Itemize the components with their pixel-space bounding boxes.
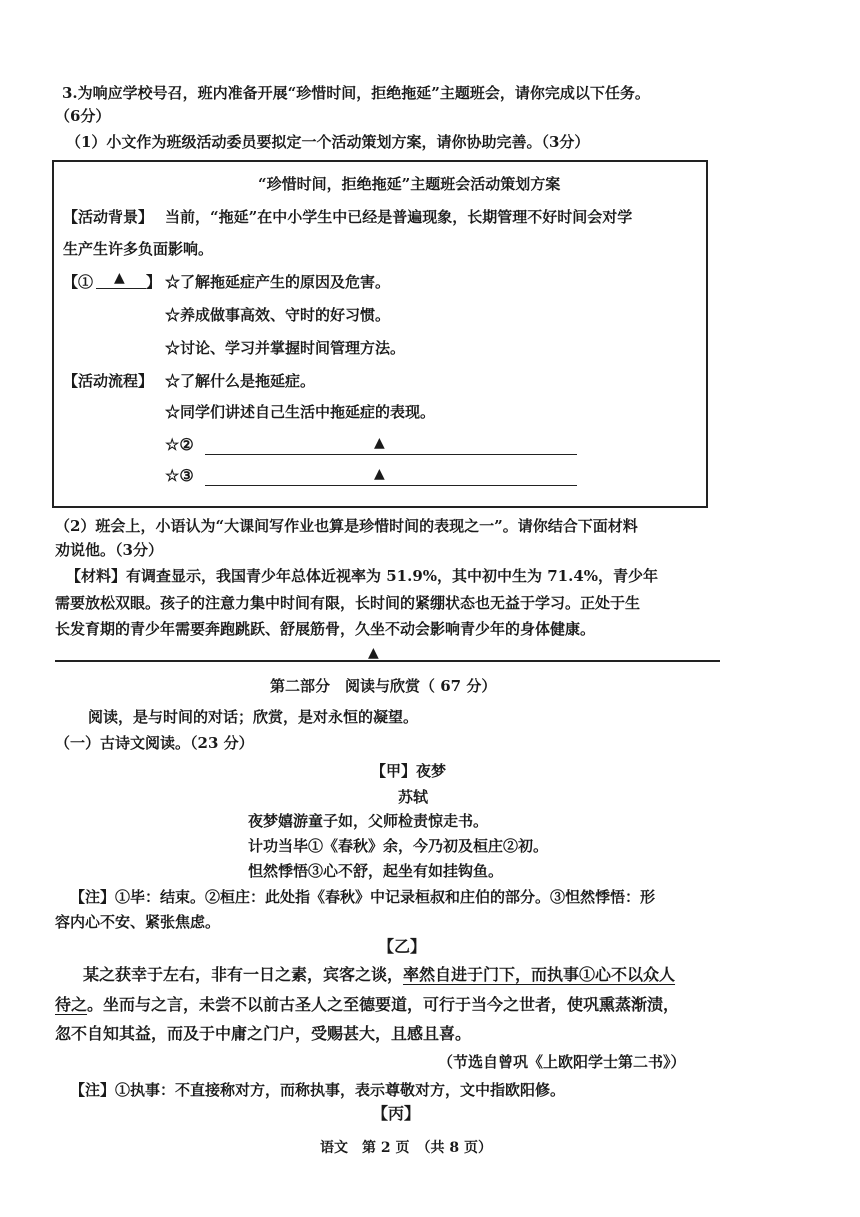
poem-heading: 【甲】夜梦 [371,762,447,780]
yi-line3: 忽不自知其益，而及于中庸之门户，受赐甚大，且感且喜。 [55,1024,472,1043]
material-line3: 长发育期的青少年需要奔跑跳跃、舒展筋骨，久坐不动会影响青少年的身体健康。 [55,620,596,638]
q3-stem-line1: 3.为响应学校号召，班内准备开展“珍惜时间，拒绝拖延”主题班会，请你完成以下任务。 [62,84,650,102]
process-item-3-marker: ▲ [374,466,385,482]
blank1-open: 【① [63,273,94,291]
yi-source: （节选自曾巩《上欧阳学士第二书》） [438,1053,686,1071]
process-item-2-blank [205,434,577,455]
q3-sub2-line1: （2）班会上，小语认为“大课间写作业也算是珍惜时间的表现之一”。请你结合下面材料 [55,517,638,535]
poem-line: 计功当毕①《春秋》余，今乃初及桓庄②初。 [248,837,549,855]
process-label: 【活动流程】 [63,372,154,390]
yi-note: 【注】①执事：不直接称对方，而称执事，表示尊敬对方，文中指欧阳修。 [70,1081,566,1099]
plan-title: “珍惜时间，拒绝拖延”主题班会活动策划方案 [258,175,561,193]
poem-line: 夜梦嬉游童子如，父师检责惊走书。 [248,812,489,830]
page-footer: 语文 第 2 页 （共 8 页） [320,1140,492,1156]
q3-sub2-line2: 劝说他。（3分） [55,541,163,559]
yi-underlined-text: 率然自进于门下，而执事①心不以众人 [403,965,676,984]
process-item: ☆同学们讲述自己生活中拖延症的表现。 [165,403,436,421]
bing-heading: 【丙】 [372,1104,421,1123]
process-item-2-marker: ▲ [374,435,385,451]
poem-line: 怛然悸悟③心不舒，起坐有如挂钩鱼。 [248,862,504,880]
goal-item: ☆了解拖延症产生的原因及危害。 [165,273,391,291]
material-line2: 需要放松双眼。孩子的注意力集中时间有限，长时间的紧绷状态也无益于学习。正处于生 [55,594,641,612]
background-label: 【活动背景】 [63,208,154,226]
answer-marker: ▲ [368,645,379,661]
material-line1: 【材料】有调查显示，我国青少年总体近视率为 51.9%，其中初中生为 71.4%，青少年 [66,567,659,585]
blank1-marker: ▲ [114,270,125,286]
goal-item: ☆养成做事高效、守时的好习惯。 [165,306,391,324]
yi-line2: 待之。坐而与之言，未尝不以前古圣人之至德要道，可行于当今之世者，使巩熏蒸渐渍， [55,995,680,1014]
part2-intro: 阅读，是与时间的对话；欣赏，是对永恒的凝望。 [88,708,419,726]
answer-line [55,660,720,662]
section1-title: （一）古诗文阅读。（23 分） [55,734,254,752]
q3-stem-line2: （6分） [55,107,111,125]
background-line2: 生产生许多负面影响。 [63,240,214,258]
part2-title: 第二部分 阅读与欣赏（ 67 分） [270,677,497,695]
yi-underlined-text: 待之 [55,995,88,1014]
poem-note-line1: 【注】①毕：结束。②桓庄：此处指《春秋》中记录桓叔和庄伯的部分。③怛然悸悟：形 [70,888,656,906]
process-item: ☆了解什么是拖延症。 [165,372,316,390]
process-item-2-label: ☆② [165,435,194,454]
process-item-3-label: ☆③ [165,466,194,485]
q3-sub1: （1）小文作为班级活动委员要拟定一个活动策划方案，请你协助完善。（3分） [66,133,590,151]
background-line1: 当前，“拖延”在中小学生中已经是普遍现象，长期管理不好时间会对学 [165,208,633,226]
poem-author: 苏轼 [398,788,429,806]
poem-note-line2: 容内心不安、紧张焦虑。 [55,913,221,931]
goal-item: ☆讨论、学习并掌握时间管理方法。 [165,339,406,357]
yi-heading: 【乙】 [378,937,427,956]
yi-line1: 某之获幸于左右，非有一日之素，宾客之谈，率然自进于门下，而执事①心不以众人 [83,965,676,984]
process-item-3-blank [205,465,577,486]
blank1-close: 】 [146,273,162,291]
